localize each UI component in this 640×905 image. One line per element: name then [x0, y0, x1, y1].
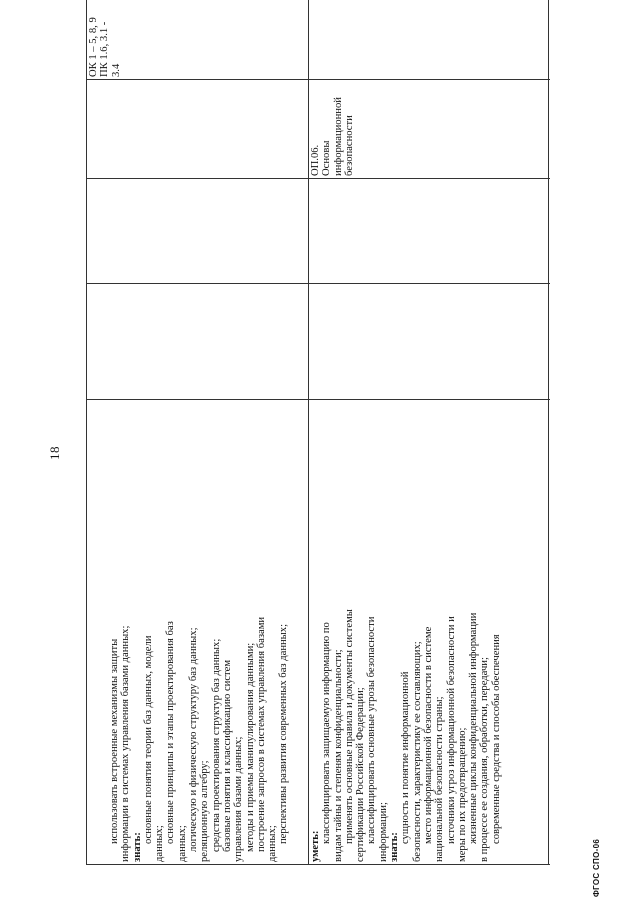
column-line: [87, 399, 550, 400]
competency-code: ОК 1 – 5, 8, 9: [88, 17, 99, 77]
requirement-line: информации в системах управления базами данных;: [120, 625, 132, 862]
requirement-line: средства проектирования структур баз данных;: [210, 638, 222, 852]
competency-code: ПК 1.6, 3.1 -: [99, 21, 111, 77]
requirement-line: сущность и понятие информационной: [400, 671, 412, 844]
discipline-name-line: Основы: [321, 140, 333, 176]
requirement-line: уметь:: [310, 830, 321, 862]
requirement-line: современные средства и способы обеспечения: [490, 634, 502, 844]
requirement-line: в процессе ее создания, обработки, передачи;: [479, 657, 491, 862]
requirement-line: методы и приемы манипулирования данными;: [244, 642, 256, 852]
requirement-line: источники угроз информационной безопасности и: [445, 616, 457, 844]
discipline-name-line: информационной: [332, 97, 344, 176]
requirement-line: перспективы развития современных баз данных;: [278, 623, 290, 844]
requirement-line: основные принципы и этапы проектирования баз: [165, 621, 177, 844]
requirement-line: логическую и физическую структуру баз данных;: [188, 627, 200, 852]
requirement-line: жизненные циклы конфиденциальной информации: [468, 612, 480, 844]
requirement-line: классифицировать защищаемую информацию по: [321, 622, 333, 844]
discipline-name-line: безопасности: [343, 115, 355, 176]
requirement-line: данных;: [176, 825, 188, 862]
footer-label: ФГОС СПО-06: [592, 838, 601, 897]
requirement-line: знать:: [131, 832, 143, 862]
requirement-line: знать:: [389, 832, 401, 862]
requirement-line: место информационной безопасности в системе: [422, 626, 434, 844]
column-line: [87, 178, 550, 179]
requirement-line: меры по их предотвращению;: [456, 727, 468, 862]
requirement-line: данных;: [154, 825, 166, 862]
requirement-line: основные понятия теории баз данных, модели: [142, 635, 154, 844]
row2-discipline-name: [310, 81, 355, 176]
requirement-line: применять основные правила и документы системы: [343, 609, 355, 844]
curriculum-table: [86, 0, 549, 865]
row2-requirements-cell: [310, 402, 502, 862]
column-line: [87, 79, 550, 80]
requirement-line: построение запросов в системах управления базами: [255, 616, 267, 852]
requirement-line: реляционную алгебру;: [199, 760, 211, 862]
page-number: 18: [47, 446, 62, 460]
requirement-line: базовые понятия и классификацию систем: [221, 659, 233, 852]
requirement-line: национальной безопасности страны;: [434, 696, 446, 862]
requirement-line: сертификации Российской Федерации;: [355, 687, 367, 862]
row-separator: [308, 0, 309, 865]
requirement-line: видам тайны и степеням конфиденциальности;: [332, 649, 344, 862]
column-line: [87, 283, 550, 284]
requirement-line: управления базами данных;: [233, 736, 245, 862]
requirement-line: использовать встроенные механизмы защиты: [109, 638, 120, 844]
requirement-line: классифицировать основные угрозы безопасности: [366, 616, 378, 844]
requirement-line: данных;: [267, 825, 279, 862]
discipline-name-line: ОП.06.: [310, 144, 321, 176]
row1-requirements-cell: [109, 402, 290, 862]
row1-competency-codes: [88, 1, 122, 77]
requirement-line: безопасности, характеристику ее составляющих;: [411, 641, 423, 862]
requirement-line: информации;: [377, 802, 389, 862]
competency-code: 3.4: [110, 63, 122, 77]
column-line: [87, 864, 550, 865]
